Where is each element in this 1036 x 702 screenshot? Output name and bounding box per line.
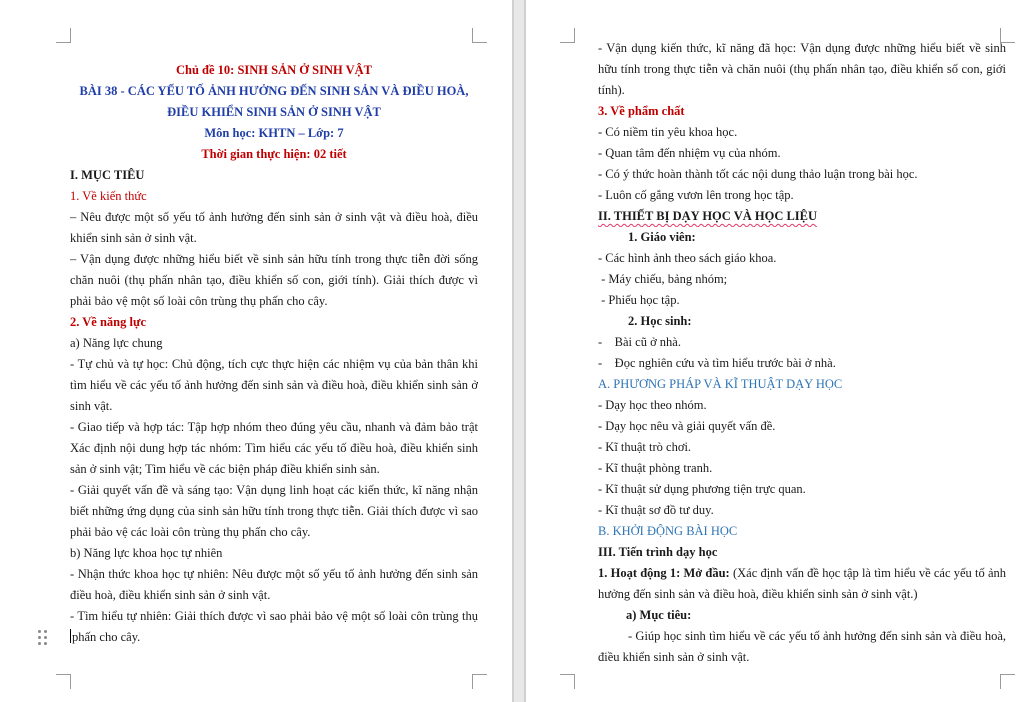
- paragraph-line-with-cursor[interactable]: [70, 627, 478, 648]
- list-item: - Kĩ thuật phòng tranh.: [598, 461, 713, 475]
- paragraph-line: phải bảo vệ một số loài côn trùng thụ phấn cho cây.: [70, 294, 328, 308]
- paragraph-text: phấn cho cây.: [72, 630, 141, 644]
- crop-mark: [56, 28, 71, 43]
- paragraph-line: – Vận dụng được những hiểu biết về sinh sản hữu tính trong thực tiễn đời sống: [70, 252, 478, 266]
- page-body[interactable]: [598, 38, 1006, 668]
- crop-mark: [56, 674, 71, 689]
- page-body[interactable]: [70, 60, 478, 648]
- paragraph-line: a) Năng lực chung: [70, 336, 163, 350]
- section-heading: I. MỤC TIÊU: [70, 168, 145, 182]
- list-item: - Dạy học nêu và giải quyết vấn đề.: [598, 419, 776, 433]
- list-item: - Các hình ảnh theo sách giáo khoa.: [598, 251, 777, 265]
- paragraph-line: - Tìm hiểu tự nhiên: Giải thích được vì sao phải bảo vệ một số loài côn trùng thụ: [70, 609, 478, 623]
- paragraph-line: hưởng đến sinh sản và điều hoà, điều khiển sinh sản ở sinh vật.): [598, 587, 918, 601]
- paragraph-line: chăn nuôi (thụ phấn nhân tạo, điều khiển số con, giới tính). Giải thích được vì: [70, 273, 478, 287]
- subsection-heading: a) Mục tiêu:: [626, 608, 692, 622]
- crop-mark: [1000, 674, 1015, 689]
- crop-mark: [560, 28, 575, 43]
- list-item: - Có ý thức hoàn thành tốt các nội dung thảo luận trong bài học.: [598, 167, 918, 181]
- list-item: - Kĩ thuật trò chơi.: [598, 440, 692, 454]
- paragraph-line: - Vận dụng kiến thức, kĩ năng đã học: Vận dụng được những hiểu biết về sinh: [598, 41, 1006, 55]
- paragraph-line: khiển sinh sản ở sinh vật.: [70, 231, 197, 245]
- paragraph-line: - Tự chủ và tự học: Chủ động, tích cực thực hiện các nhiệm vụ của bản thân khi: [70, 357, 478, 371]
- paragraph-line: tính).: [598, 83, 625, 97]
- paragraph-line: - Giúp học sinh tìm hiểu về các yếu tố ảnh hưởng đến sinh sản và điều hoà,: [628, 629, 1006, 643]
- paragraph-line: tìm hiểu về các yếu tố ảnh hưởng đến sinh sản và điều hoà, điều khiển sinh sản ở: [70, 378, 478, 392]
- paragraph-line: [598, 563, 1006, 584]
- paragraph-line: - Giải quyết vấn đề và sáng tạo: Vận dụng linh hoạt các kiến thức, kĩ năng nhận: [70, 483, 478, 497]
- list-item: - Bài cũ ở nhà.: [598, 335, 681, 349]
- activity-text: (Xác định vấn đề học tập là tìm hiểu về các yếu tố ảnh: [729, 566, 1006, 580]
- list-item: - Máy chiếu, bảng nhóm;: [598, 272, 728, 286]
- activity-label: 1. Hoạt động 1: Mở đầu:: [598, 566, 730, 580]
- paragraph-line: Xác định nội dung hợp tác nhóm: Tìm hiểu các yếu tố điều hoà, điều khiển sinh: [70, 441, 478, 455]
- lesson-title-line: ĐIỀU KHIỂN SINH SẢN Ở SINH VẬT: [167, 105, 381, 119]
- subsection-heading: 2. Về năng lực: [70, 315, 147, 329]
- text-cursor: [70, 629, 71, 643]
- paragraph-line: - Giao tiếp và hợp tác: Tập hợp nhóm theo đúng yêu cầu, nhanh và đảm bảo trật: [70, 420, 478, 434]
- paragraph-line: hữu tính trong thực tiễn và chăn nuôi (thụ phấn nhân tạo, điều khiển số con, giới: [598, 62, 1006, 76]
- crop-mark: [560, 674, 575, 689]
- paragraph-line: - Nhận thức khoa học tự nhiên: Nêu được một số yếu tố ảnh hưởng đến sinh sản: [70, 567, 478, 581]
- paragraph-line: b) Năng lực khoa học tự nhiên: [70, 546, 223, 560]
- paragraph-line: sinh vật.: [70, 399, 113, 413]
- section-heading: III. Tiến trình dạy học: [598, 545, 718, 559]
- subsection-heading: 1. Về kiến thức: [70, 189, 147, 203]
- list-item: - Kĩ thuật sơ đồ tư duy.: [598, 503, 714, 517]
- section-heading-text: II. THIẾT BỊ DẠY HỌC VÀ HỌC LIỆU: [598, 209, 818, 223]
- duration-line: Thời gian thực hiện: 02 tiết: [201, 147, 347, 161]
- paragraph-line: điều khiển sinh sản ở sinh vật.: [598, 650, 750, 664]
- list-item: - Phiếu học tập.: [598, 293, 680, 307]
- page-gap: [512, 0, 526, 702]
- section-heading: B. KHỞI ĐỘNG BÀI HỌC: [598, 524, 738, 538]
- crop-mark: [472, 28, 487, 43]
- list-item: - Luôn cố gắng vươn lên trong học tập.: [598, 188, 794, 202]
- subsection-heading: 3. Về phẩm chất: [598, 104, 685, 118]
- paragraph-line: – Nêu được một số yếu tố ảnh hưởng đến sinh sản ở sinh vật và điều hoà, điều: [70, 210, 478, 224]
- doc-topic-title: Chủ đề 10: SINH SẢN Ở SINH VẬT: [176, 63, 372, 77]
- lesson-title-line: BÀI 38 - CÁC YẾU TỐ ẢNH HƯỞNG ĐẾN SINH SẢN VÀ ĐIỀU HOÀ,: [79, 84, 469, 98]
- document-page-left[interactable]: [0, 0, 512, 702]
- list-item: - Đọc nghiên cứu và tìm hiểu trước bài ở nhà.: [598, 356, 836, 370]
- document-page-right[interactable]: [526, 0, 1036, 702]
- paragraph-line: biết những ứng dụng của sinh sản hữu tính trong thực tiễn. Giải thích được vì sao: [70, 504, 478, 518]
- list-item: - Dạy học theo nhóm.: [598, 398, 707, 412]
- crop-mark: [472, 674, 487, 689]
- list-item: - Quan tâm đến nhiệm vụ của nhóm.: [598, 146, 781, 160]
- subsection-heading: 1. Giáo viên:: [628, 230, 696, 244]
- list-item: - Kĩ thuật sử dụng phương tiện trực quan.: [598, 482, 806, 496]
- section-heading: [598, 206, 1006, 227]
- paragraph-line: phải bảo vệ các loài côn trùng thụ phấn cho cây.: [70, 525, 311, 539]
- subject-line: Môn học: KHTN – Lớp: 7: [204, 126, 344, 140]
- paragraph-line: điều hoà, điều khiển sinh sản ở sinh vật.: [70, 588, 271, 602]
- drag-handle-icon[interactable]: [38, 630, 48, 646]
- section-heading: A. PHƯƠNG PHÁP VÀ KĨ THUẬT DẠY HỌC: [598, 377, 843, 391]
- subsection-heading: 2. Học sinh:: [628, 314, 692, 328]
- paragraph-line: sản ở sinh vật; Tìm hiểu về các biện pháp điều khiển sinh sản.: [70, 462, 380, 476]
- list-item: - Có niềm tin yêu khoa học.: [598, 125, 738, 139]
